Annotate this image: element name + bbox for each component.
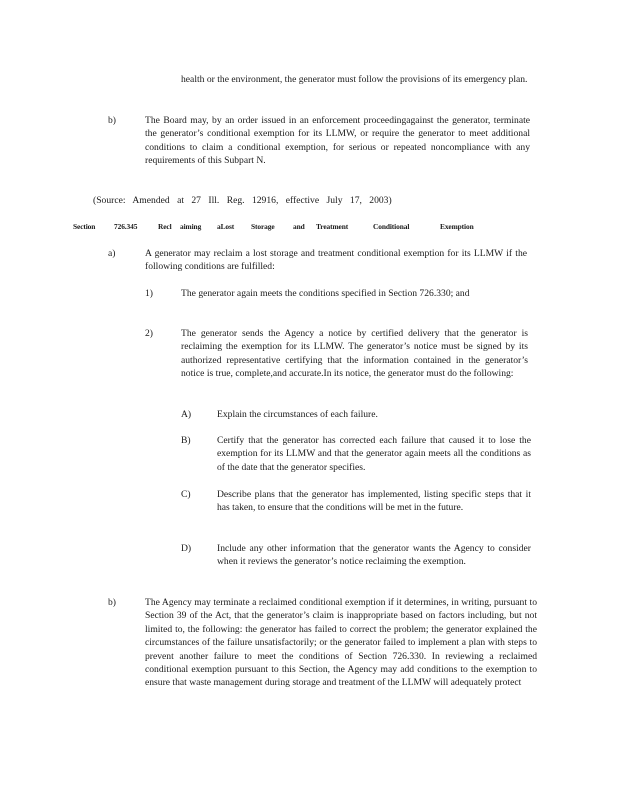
section-number: 726.345 [114, 222, 138, 231]
item-1-text: The generator again meets the conditions specified in Section 726.330; and [181, 288, 470, 299]
subitem-label-A: A) [181, 409, 192, 420]
subsection-label-b: b) [108, 597, 116, 608]
continuation-paragraph: health or the environment, the generator must follow the provisions of its emergency plan. [181, 74, 528, 85]
section-word: Section [73, 222, 96, 231]
subsection-a-text: A generator may reclaim a lost storage and treatment conditional exemption for its LLMW if the following conditions are fulfilled: [145, 248, 527, 273]
subitem-B-text: Certify that the generator has corrected each failure that caused it to lose the exemption for its LLMW and that the generator again meets all the conditions as of the date that the generator specifies. [217, 435, 531, 473]
item-label-2: 2) [145, 328, 153, 339]
subsection-prev-b-text: The Board may, by an order issued in an enforcement proceedingagainst the generator, terminate the generator’s conditional exemption for its LLMW, or require the generator to meet additional conditions to claim a conditional exemption, for serious or repeated noncompliance with any requirements of this Subpart N. [145, 115, 530, 167]
section-title-part: and [293, 222, 305, 231]
source-note: (Source: Amended at 27 Ill. Reg. 12916, effective July 17, 2003) [93, 195, 392, 206]
section-title-part: aLost [217, 222, 235, 231]
section-title-part: aiming [180, 222, 202, 231]
item-label-1: 1) [145, 288, 153, 299]
subsection-b-text: The Agency may terminate a reclaimed conditional exemption if it determines, in writing, pursuant to Section 39 of the Act, that the generator’s claim is inappropriate based on factors including, but not limited to, the following: the generator has failed to correct the problem; the generator explained the circumstances of the failure unsatisfactorily; or the generator failed to implement a plan with steps to prevent another failure to meet the conditions of Section 726.330. In reviewing a reclaimed conditional exemption pursuant to this Section, the Agency may add conditions to the exemption to ensure that waste management during storage and treatment of the LLMW will adequately protect [145, 597, 537, 689]
item-2-text: The generator sends the Agency a notice by certified delivery that the generator is reclaiming the exemption for its LLMW. The generator’s notice must be signed by its authorized representative certifying that the information contained in the generator’s notice is true, complete,and accurate.In its notice, the generator must do the following: [181, 328, 528, 380]
subitem-C-text: Describe plans that the generator has implemented, listing specific steps that it has taken, to ensure that the conditions will be met in the future. [217, 489, 531, 514]
subitem-label-D: D) [181, 543, 192, 554]
subsection-label-prev-b: b) [108, 115, 116, 126]
subitem-label-C: C) [181, 489, 191, 500]
section-heading [71, 218, 491, 232]
section-title-part: Conditional [373, 222, 410, 231]
subitem-label-B: B) [181, 435, 191, 446]
section-title-part: Storage [251, 222, 275, 231]
section-title-part: Recl [158, 222, 172, 231]
subitem-D-text: Include any other information that the generator wants the Agency to consider when it reviews the generator’s notice reclaiming the exemption. [217, 543, 531, 568]
subitem-A-text: Explain the circumstances of each failure. [217, 409, 378, 420]
subsection-label-a: a) [108, 248, 116, 259]
section-title-part: Exemption [440, 222, 474, 231]
section-title-part: Treatment [316, 222, 349, 231]
